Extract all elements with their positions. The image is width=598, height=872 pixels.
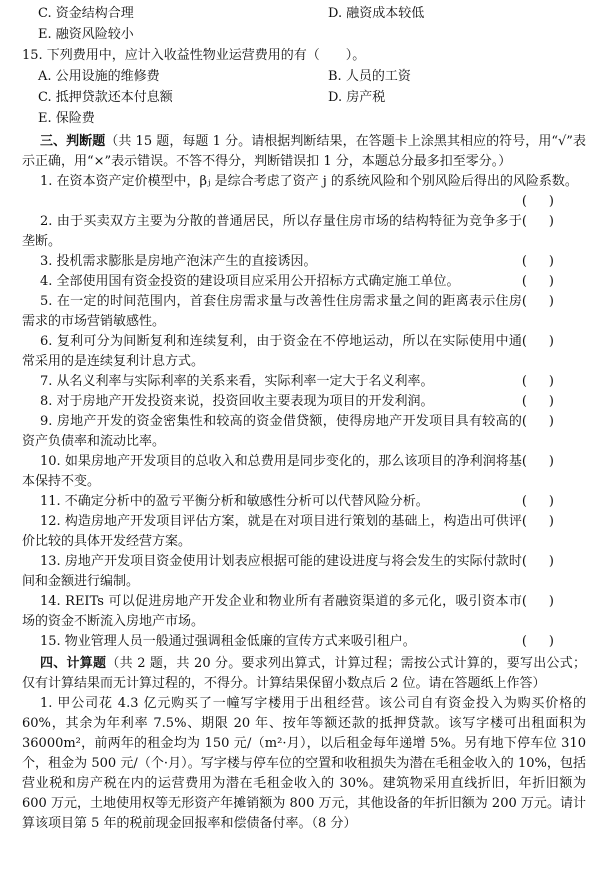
judgement-question-3 [22,252,586,272]
answer-parentheses[interactable]: () [521,414,576,429]
judgement-question-text: 9. 房地产开发的资金密集性和较高的资金借贷额，使得房地产开发项目具有较高的资产负债率和流动比率。 [22,414,522,449]
answer-parentheses[interactable]: () [521,454,576,469]
judgement-question-text: 2. 由于买卖双方主要为分散的普通居民，所以存量住房市场的结构特征为竞争多于垄断。 [22,214,522,249]
judgement-question-4 [22,272,586,292]
answer-parentheses[interactable]: () [521,194,576,209]
judgement-question-13 [22,552,586,592]
judgement-question-1 [22,172,586,212]
answer-parentheses[interactable]: () [521,374,576,389]
answer-parentheses[interactable]: () [521,294,576,309]
q15-option-d: D. 房产税 [328,90,386,105]
answer-parentheses[interactable]: () [521,254,576,269]
judgement-question-text: 14. REITs 可以促进房地产开发企业和物业所有者融资渠道的多元化，吸引资本市场的资金不断流入房地产市场。 [22,594,522,629]
answer-parentheses[interactable]: () [521,394,576,409]
q15-options-row-1 [22,67,586,88]
judgement-question-2 [22,212,586,252]
q15-option-b: B. 人员的工资 [328,69,411,84]
judgement-question-text: 5. 在一定的时间范围内，首套住房需求量与改善性住房需求量之间的距离表示住房需求的市场营销敏感性。 [22,294,522,329]
answer-parentheses[interactable]: () [521,214,576,229]
answer-parentheses[interactable]: () [521,274,576,289]
q15-stem: 15. 下列费用中，应计入收益性物业运营费用的有（ ）。 [22,48,366,63]
judgement-question-list [22,172,586,652]
judgement-question-text: 12. 构造房地产开发项目评估方案，就是在对项目进行策划的基础上，构造出可供评价比较的具体开发经营方案。 [22,514,522,549]
judgement-question-text: 3. 投机需求膨胀是房地产泡沫产生的直接诱因。 [40,254,317,269]
section-3-header [22,132,586,172]
judgement-question-11 [22,492,586,512]
q15-option-a: A. 公用设施的维修费 [38,69,160,84]
judgement-question-text: 13. 房地产开发项目资金使用计划表应根据可能的建设进度与将会发生的实际付款时间和金额进行编制。 [22,554,522,589]
calc-question-1: 1. 甲公司花 4.3 亿元购买了一幢写字楼用于出租经营。该公司自有资金投入为购买价格的 60%，其余为年利率 7.5%、期限 20 年、按年等额还款的抵押贷款。该写字楼可出租面积为 36000m²，前两年的租金均为 150 元/（m²·月），以后租金每年递增 5%。另有地下停车位 310 个，租金为 500 元/（个·月）。写字楼与停车位的空置和收租损失为潜在毛租金收入的 10%，包括营业税和房产税在内的运营费用为潜在毛租金收入的 30%。建筑物采用直线折旧，年折旧额为 600 万元，土地使用权等无形资产年摊销额为 800 万元，其他设备的年折旧额为 200 万元。请计算该项目第 5 年的税前现金回报率和偿债备付率。（8 分） [22,696,586,831]
judgement-question-15 [22,632,586,652]
q15-options-row-2 [22,88,586,109]
answer-parentheses[interactable]: () [521,554,576,569]
judgement-question-10 [22,452,586,492]
judgement-question-text: 4. 全部使用国有资金投资的建设项目应采用公开招标方式确定施工单位。 [40,274,460,289]
q15-option-c: C. 抵押贷款还本付息额 [38,90,173,105]
answer-parentheses[interactable]: () [521,594,576,609]
judgement-question-6 [22,332,586,372]
q15-options-row-3 [22,109,586,130]
judgement-question-text: 6. 复利可分为间断复利和连续复利，由于资金在不停地运动，所以在实际使用中通常采用的是连续复利计息方式。 [22,334,522,369]
q14-options-row-1 [22,4,586,25]
judgement-question-14 [22,592,586,632]
section-4-header [22,654,586,694]
q14-options-row-2 [22,25,586,46]
section-4-title: 四、计算题 [40,656,107,671]
judgement-question-text: 15. 物业管理人员一般通过强调租金低廉的宣传方式来吸引租户。 [40,634,416,649]
judgement-question-text: 8. 对于房地产开发投资来说，投资回收主要表现为项目的开发利润。 [40,394,434,409]
answer-parentheses[interactable]: () [521,334,576,349]
answer-parentheses[interactable]: () [521,634,576,649]
judgement-question-text: 11. 不确定分析中的盈亏平衡分析和敏感性分析可以代替风险分析。 [40,494,429,509]
judgement-question-text: 7. 从名义利率与实际利率的关系来看，实际利率一定大于名义利率。 [40,374,434,389]
answer-parentheses[interactable]: () [521,494,576,509]
q14-option-d: D. 融资成本较低 [328,6,425,21]
section-3-title: 三、判断题 [40,134,106,149]
q15-option-e: E. 保险费 [38,111,95,126]
answer-parentheses[interactable]: () [521,514,576,529]
section-3-instructions: （共 15 题，每题 1 分。请根据判断结果，在答题卡上涂黑其相应的符号，用“√”表示正确，用“×”表示错误。不答不得分，判断错误扣 1 分，本题总分最多扣至零分。） [22,134,586,169]
q14-option-c: C. 资金结构合理 [38,6,134,21]
judgement-question-9 [22,412,586,452]
q14-option-e: E. 融资风险较小 [38,27,134,42]
judgement-question-text: 1. 在资本资产定价模型中，βⱼ 是综合考虑了资产 j 的系统风险和个别风险后得出的风险系数。 [40,174,578,189]
judgement-question-12 [22,512,586,552]
section-4-instructions: （共 2 题，共 20 分。要求列出算式，计算过程；需按公式计算的，要写出公式；仅有计算结果而无计算过程的，不得分。计算结果保留小数点后 2 位。请在答题纸上作答） [22,656,586,691]
judgement-question-5 [22,292,586,332]
judgement-question-7 [22,372,586,392]
judgement-question-8 [22,392,586,412]
judgement-question-text: 10. 如果房地产开发项目的总收入和总费用是同步变化的，那么该项目的净利润将基本保持不变。 [22,454,522,489]
